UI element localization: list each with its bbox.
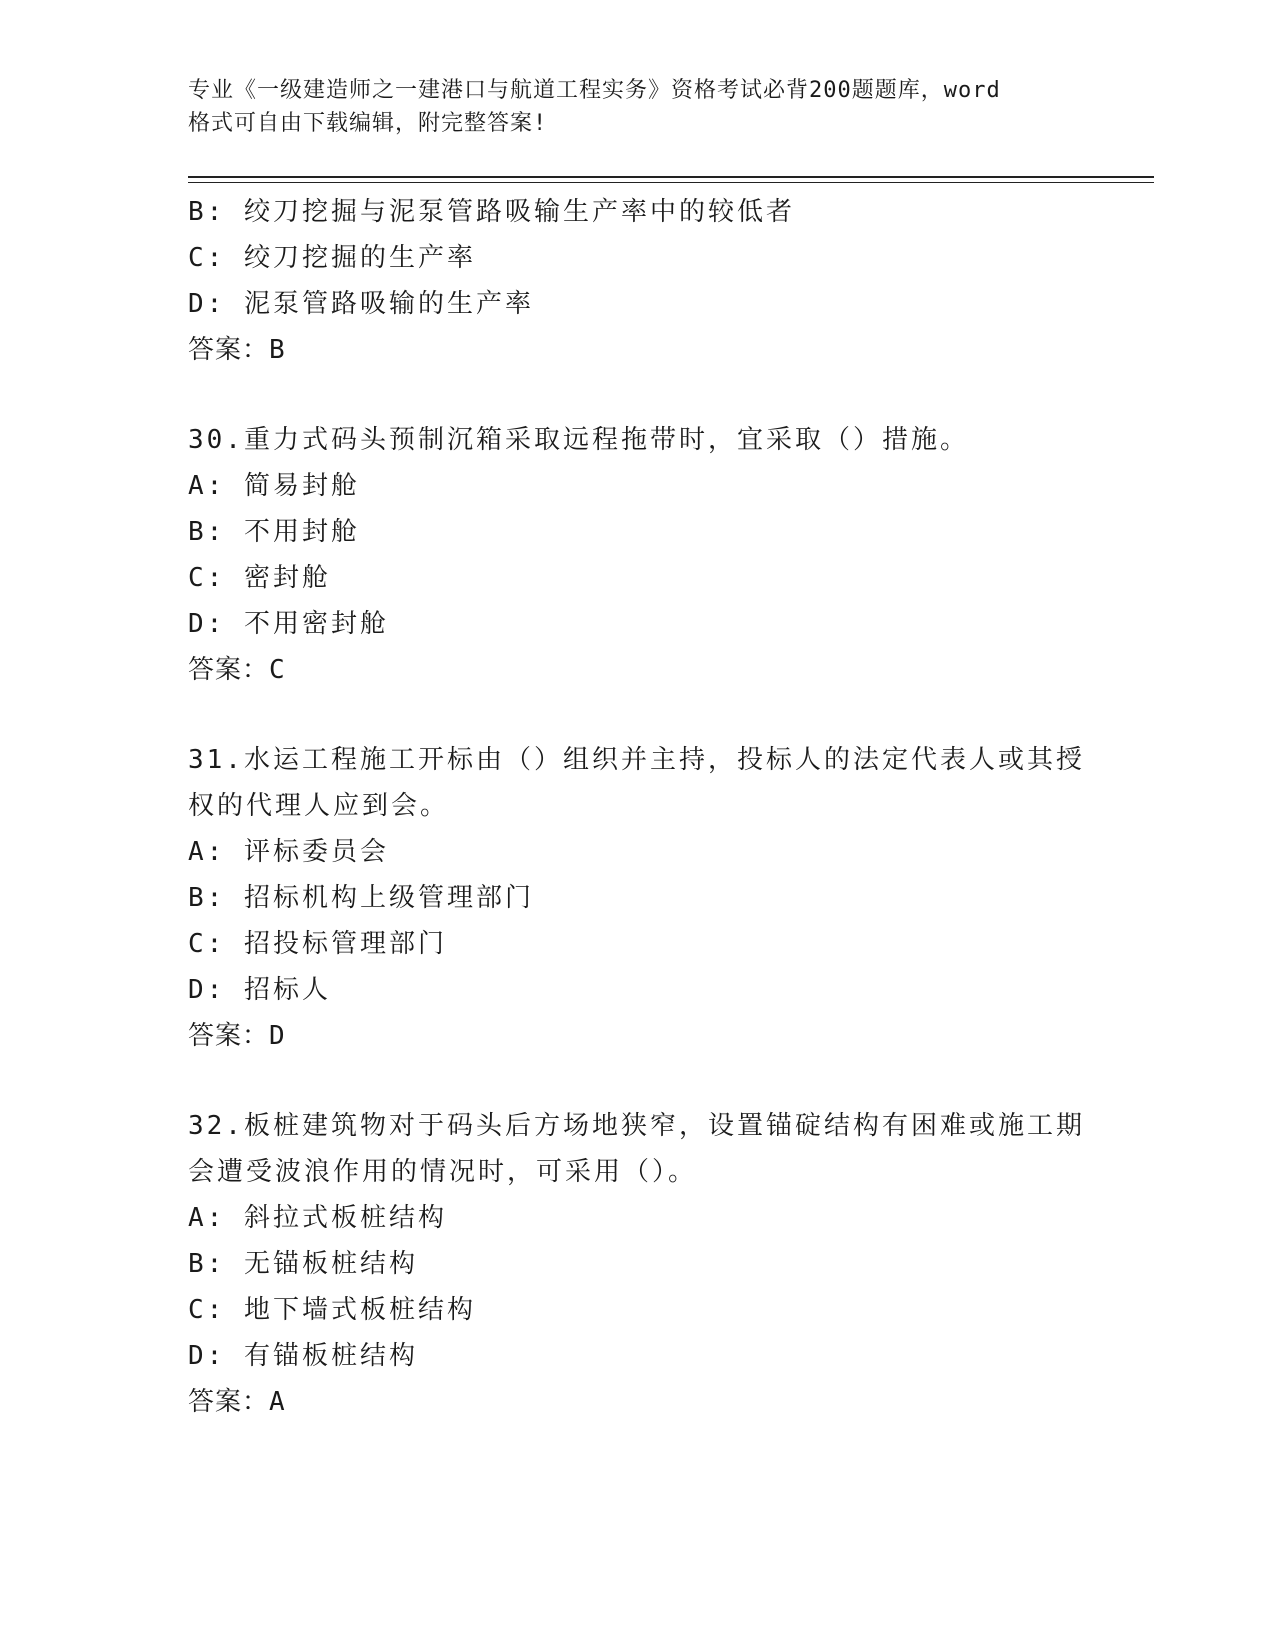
option-c: C: 绞刀挖掘的生产率 <box>188 243 476 273</box>
question-stem-line-2: 会遭受波浪作用的情况时，可采用（）。 <box>188 1157 698 1187</box>
question-stem: 30.重力式码头预制沉箱采取远程拖带时，宜采取（）措施。 <box>188 425 969 455</box>
option-c: C: 密封舱 <box>188 563 331 593</box>
question-list <box>188 189 1088 1425</box>
header-divider-thin <box>188 182 1154 183</box>
option-a: A: 评标委员会 <box>188 837 389 867</box>
option-a: A: 简易封舱 <box>188 471 360 501</box>
answer: 答案：C <box>188 655 286 685</box>
option-c: C: 地下墙式板桩结构 <box>188 1295 476 1325</box>
question-32 <box>188 1103 1088 1425</box>
option-b: B: 招标机构上级管理部门 <box>188 883 534 913</box>
answer: 答案：A <box>188 1387 286 1417</box>
question-stem-line-1: 31.水运工程施工开标由（）组织并主持，投标人的法定代表人或其授 <box>188 745 1085 775</box>
option-b: B: 不用封舱 <box>188 517 360 547</box>
question-29-tail <box>188 189 1088 373</box>
spacer <box>188 1059 1088 1103</box>
answer: 答案：D <box>188 1021 286 1051</box>
question-stem-line-2: 权的代理人应到会。 <box>188 791 450 821</box>
spacer <box>188 373 1088 417</box>
option-d: D: 不用密封舱 <box>188 609 389 639</box>
document-header <box>188 74 1068 140</box>
option-b: B: 绞刀挖掘与泥泵管路吸输生产率中的较低者 <box>188 197 795 227</box>
question-30 <box>188 417 1088 693</box>
question-31 <box>188 737 1088 1059</box>
option-c: C: 招投标管理部门 <box>188 929 447 959</box>
question-stem-line-1: 32.板桩建筑物对于码头后方场地狭窄，设置锚碇结构有困难或施工期 <box>188 1111 1085 1141</box>
answer: 答案：B <box>188 335 286 365</box>
option-d: D: 有锚板桩结构 <box>188 1341 418 1371</box>
option-a: A: 斜拉式板桩结构 <box>188 1203 447 1233</box>
header-divider-thick <box>188 176 1154 178</box>
spacer <box>188 693 1088 737</box>
option-d: D: 招标人 <box>188 975 331 1005</box>
header-line-1: 专业《一级建造师之一建港口与航道工程实务》资格考试必背200题题库，word <box>188 78 1001 103</box>
option-b: B: 无锚板桩结构 <box>188 1249 418 1279</box>
header-line-2: 格式可自由下载编辑，附完整答案! <box>188 111 548 136</box>
option-d: D: 泥泵管路吸输的生产率 <box>188 289 534 319</box>
